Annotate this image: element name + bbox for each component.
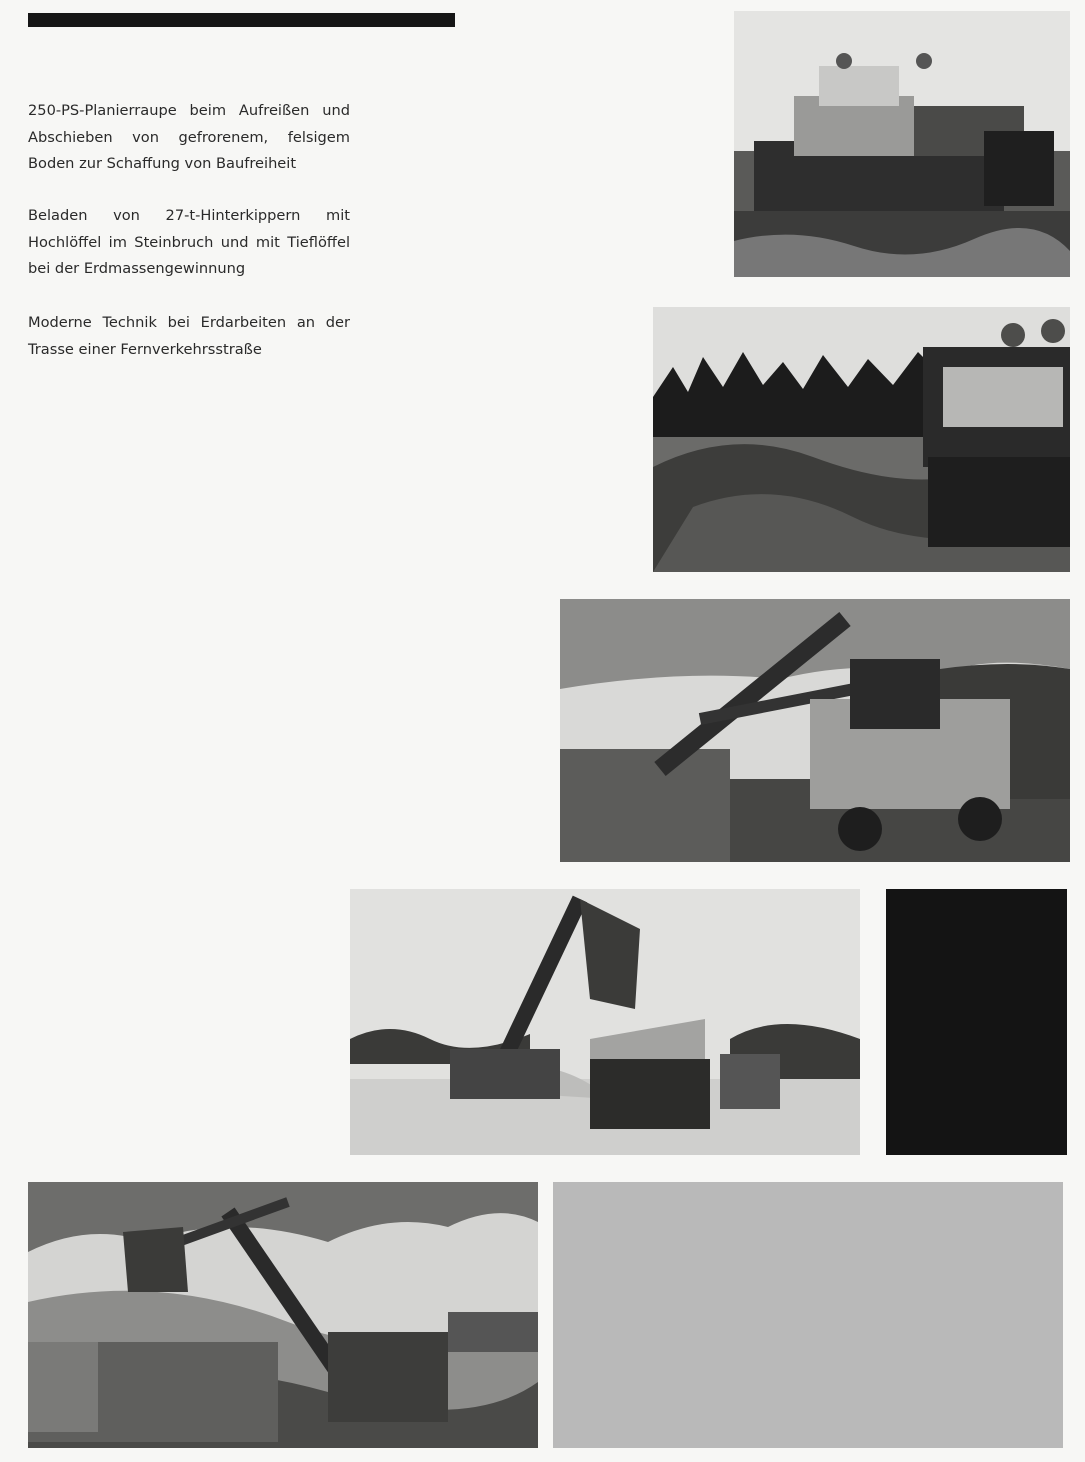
photo-excavator-quarry — [28, 1182, 538, 1448]
photo-shovel-with-trucks — [350, 889, 860, 1155]
caption-2: Beladen von 27-t-Hinterkippern mit Hochlöffel im Steinbruch und mit Tieflöffel bei der Erdmassengewinnung — [28, 207, 350, 277]
photo-ripper-forest — [653, 307, 1070, 572]
photo-bulldozer-frozen-ground — [734, 11, 1070, 277]
grey-panel — [553, 1182, 1063, 1448]
caption-1: 250-PS-Planierraupe beim Aufreißen und Abschieben von gefrorenem, felsigem Boden zur Schaffung von Baufreiheit — [28, 102, 350, 172]
caption-3: Moderne Technik bei Erdarbeiten an der Trasse einer Fernverkehrsstraße — [28, 314, 350, 358]
black-panel — [886, 889, 1067, 1155]
photo-shovel-loading-truck — [560, 599, 1070, 862]
header-bar — [28, 13, 455, 27]
